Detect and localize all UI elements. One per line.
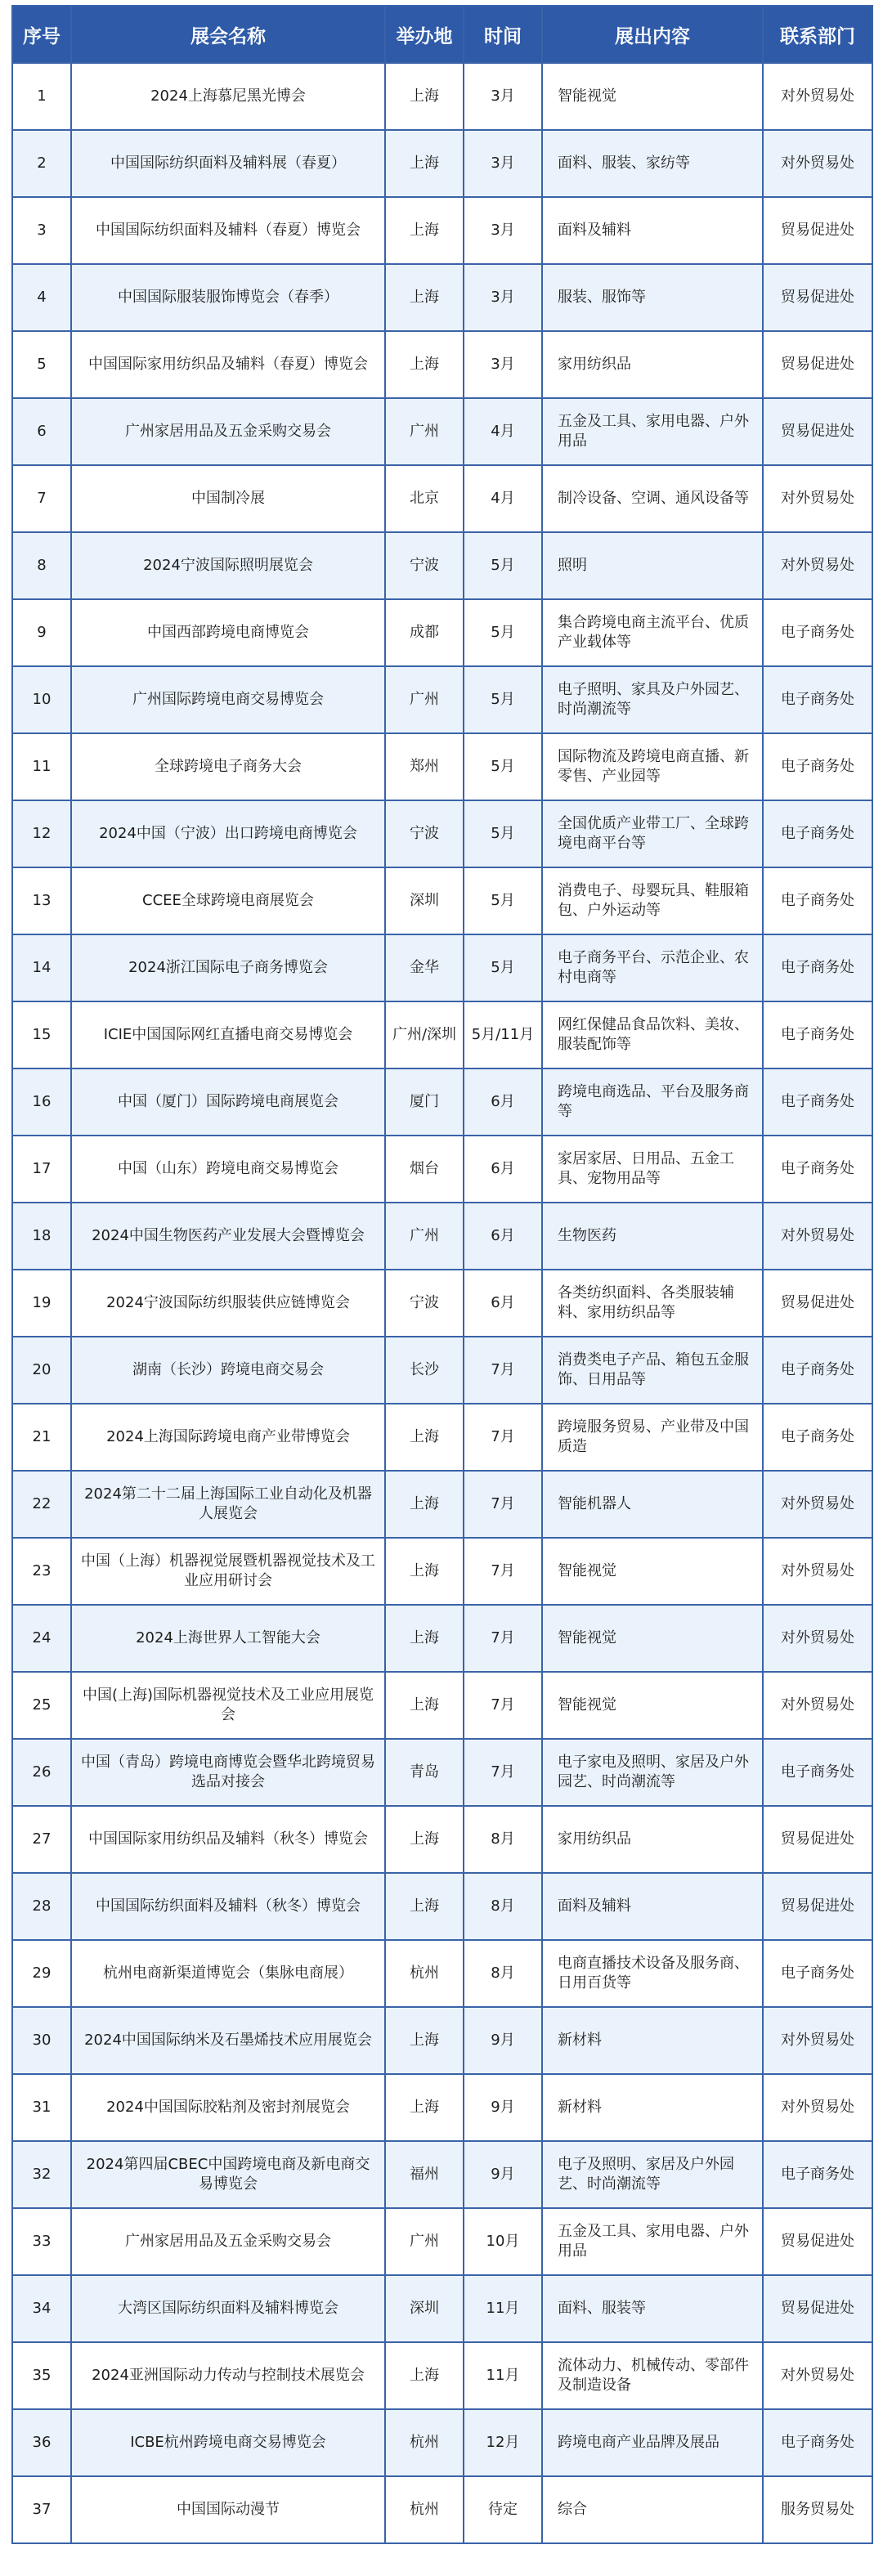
- table-row: [12, 197, 872, 264]
- cell-time: 6月: [464, 1136, 542, 1203]
- cell-exhibition-name: 中国国际纺织面料及辅料（春夏）博览会: [71, 197, 385, 264]
- cell-no: 8: [12, 532, 71, 599]
- cell-no: 15: [12, 1001, 71, 1068]
- cell-department: 电子商务处: [763, 666, 872, 733]
- cell-city: 杭州: [385, 2409, 464, 2476]
- cell-no: 32: [12, 2141, 71, 2208]
- cell-content: 综合: [542, 2476, 763, 2543]
- cell-exhibition-name: 中国国际家用纺织品及辅料（秋冬）博览会: [71, 1806, 385, 1873]
- cell-content: 面料及辅料: [542, 1873, 763, 1940]
- cell-department: 电子商务处: [763, 733, 872, 800]
- cell-no: 1: [12, 63, 71, 130]
- cell-exhibition-name: 2024中国国际纳米及石墨烯技术应用展览会: [71, 2007, 385, 2074]
- cell-no: 25: [12, 1672, 71, 1739]
- cell-time: 5月: [464, 934, 542, 1001]
- cell-city: 福州: [385, 2141, 464, 2208]
- cell-content: 面料及辅料: [542, 197, 763, 264]
- table-row: [12, 1203, 872, 1270]
- cell-city: 郑州: [385, 733, 464, 800]
- cell-city: 上海: [385, 2342, 464, 2409]
- cell-no: 12: [12, 800, 71, 867]
- cell-department: 贸易促进处: [763, 264, 872, 331]
- cell-content: 电商直播技术设备及服务商、日用百货等: [542, 1940, 763, 2007]
- cell-city: 上海: [385, 130, 464, 197]
- cell-content: 网红保健品食品饮料、美妆、服装配饰等: [542, 1001, 763, 1068]
- cell-city: 青岛: [385, 1739, 464, 1806]
- cell-city: 广州: [385, 398, 464, 465]
- cell-exhibition-name: 湖南（长沙）跨境电商交易会: [71, 1337, 385, 1404]
- cell-content: 服装、服饰等: [542, 264, 763, 331]
- table-row: [12, 934, 872, 1001]
- cell-exhibition-name: 中国(上海)国际机器视觉技术及工业应用展览会: [71, 1672, 385, 1739]
- cell-city: 广州: [385, 1203, 464, 1270]
- table-row: [12, 264, 872, 331]
- cell-time: 5月: [464, 532, 542, 599]
- cell-content: 制冷设备、空调、通风设备等: [542, 465, 763, 532]
- cell-department: 贸易促进处: [763, 2208, 872, 2275]
- table-row: [12, 2074, 872, 2141]
- cell-time: 5月: [464, 800, 542, 867]
- cell-time: 5月/11月: [464, 1001, 542, 1068]
- cell-department: 对外贸易处: [763, 2007, 872, 2074]
- cell-no: 27: [12, 1806, 71, 1873]
- cell-city: 上海: [385, 331, 464, 398]
- cell-time: 7月: [464, 1739, 542, 1806]
- cell-exhibition-name: 中国国际纺织面料及辅料（秋冬）博览会: [71, 1873, 385, 1940]
- cell-department: 对外贸易处: [763, 2074, 872, 2141]
- header-no: 序号: [12, 6, 71, 63]
- cell-city: 宁波: [385, 1270, 464, 1337]
- cell-department: 电子商务处: [763, 2141, 872, 2208]
- cell-no: 30: [12, 2007, 71, 2074]
- cell-time: 3月: [464, 264, 542, 331]
- cell-exhibition-name: 2024宁波国际纺织服装供应链博览会: [71, 1270, 385, 1337]
- cell-department: 贸易促进处: [763, 2275, 872, 2342]
- cell-exhibition-name: 2024第二十二届上海国际工业自动化及机器人展览会: [71, 1471, 385, 1538]
- cell-department: 贸易促进处: [763, 1873, 872, 1940]
- cell-department: 电子商务处: [763, 1068, 872, 1136]
- cell-city: 宁波: [385, 800, 464, 867]
- cell-time: 7月: [464, 1337, 542, 1404]
- cell-city: 上海: [385, 1605, 464, 1672]
- table-row: [12, 1404, 872, 1471]
- exhibition-table: [11, 5, 873, 2544]
- cell-no: 33: [12, 2208, 71, 2275]
- cell-city: 上海: [385, 1471, 464, 1538]
- cell-no: 24: [12, 1605, 71, 1672]
- cell-department: 对外贸易处: [763, 1605, 872, 1672]
- cell-city: 上海: [385, 1672, 464, 1739]
- header-time: 时间: [464, 6, 542, 63]
- cell-content: 生物医药: [542, 1203, 763, 1270]
- cell-city: 上海: [385, 1538, 464, 1605]
- cell-no: 28: [12, 1873, 71, 1940]
- cell-exhibition-name: 2024亚洲国际动力传动与控制技术展览会: [71, 2342, 385, 2409]
- cell-content: 消费类电子产品、箱包五金服饰、日用品等: [542, 1337, 763, 1404]
- cell-department: 对外贸易处: [763, 465, 872, 532]
- cell-no: 11: [12, 733, 71, 800]
- cell-city: 上海: [385, 2074, 464, 2141]
- cell-department: 对外贸易处: [763, 1471, 872, 1538]
- table-row: [12, 1605, 872, 1672]
- cell-department: 电子商务处: [763, 599, 872, 666]
- cell-exhibition-name: 2024上海世界人工智能大会: [71, 1605, 385, 1672]
- cell-content: 电子及照明、家居及户外园艺、时尚潮流等: [542, 2141, 763, 2208]
- cell-time: 3月: [464, 63, 542, 130]
- cell-time: 6月: [464, 1203, 542, 1270]
- cell-exhibition-name: 2024中国生物医药产业发展大会暨博览会: [71, 1203, 385, 1270]
- cell-department: 对外贸易处: [763, 63, 872, 130]
- cell-exhibition-name: 中国国际动漫节: [71, 2476, 385, 2543]
- cell-city: 烟台: [385, 1136, 464, 1203]
- table-row: [12, 1739, 872, 1806]
- cell-department: 贸易促进处: [763, 1806, 872, 1873]
- cell-department: 电子商务处: [763, 934, 872, 1001]
- cell-time: 3月: [464, 331, 542, 398]
- table-row: [12, 1270, 872, 1337]
- cell-exhibition-name: 中国（上海）机器视觉展暨机器视觉技术及工业应用研讨会: [71, 1538, 385, 1605]
- table-row: [12, 2141, 872, 2208]
- table-row: [12, 1001, 872, 1068]
- cell-city: 长沙: [385, 1337, 464, 1404]
- cell-content: 五金及工具、家用电器、户外用品: [542, 398, 763, 465]
- cell-department: 对外贸易处: [763, 2342, 872, 2409]
- cell-content: 智能视觉: [542, 1672, 763, 1739]
- table-row: [12, 2342, 872, 2409]
- cell-no: 7: [12, 465, 71, 532]
- cell-content: 新材料: [542, 2074, 763, 2141]
- cell-time: 3月: [464, 197, 542, 264]
- cell-no: 23: [12, 1538, 71, 1605]
- cell-department: 贸易促进处: [763, 398, 872, 465]
- cell-content: 国际物流及跨境电商直播、新零售、产业园等: [542, 733, 763, 800]
- cell-time: 5月: [464, 599, 542, 666]
- cell-time: 4月: [464, 398, 542, 465]
- header-city: 举办地: [385, 6, 464, 63]
- cell-exhibition-name: 大湾区国际纺织面料及辅料博览会: [71, 2275, 385, 2342]
- cell-department: 电子商务处: [763, 1940, 872, 2007]
- cell-time: 7月: [464, 1404, 542, 1471]
- cell-content: 电子商务平台、示范企业、农村电商等: [542, 934, 763, 1001]
- cell-no: 22: [12, 1471, 71, 1538]
- cell-time: 11月: [464, 2342, 542, 2409]
- cell-no: 13: [12, 867, 71, 934]
- cell-city: 杭州: [385, 1940, 464, 2007]
- cell-content: 智能视觉: [542, 63, 763, 130]
- cell-department: 贸易促进处: [763, 197, 872, 264]
- cell-city: 广州: [385, 2208, 464, 2275]
- cell-time: 待定: [464, 2476, 542, 2543]
- table-row: [12, 2208, 872, 2275]
- table-row: [12, 532, 872, 599]
- header-name: 展会名称: [71, 6, 385, 63]
- table-body: [12, 63, 872, 2543]
- cell-department: 电子商务处: [763, 1001, 872, 1068]
- cell-department: 电子商务处: [763, 1739, 872, 1806]
- cell-content: 家居家居、日用品、五金工具、宠物用品等: [542, 1136, 763, 1203]
- cell-time: 9月: [464, 2074, 542, 2141]
- cell-department: 电子商务处: [763, 800, 872, 867]
- cell-time: 7月: [464, 1672, 542, 1739]
- cell-no: 37: [12, 2476, 71, 2543]
- cell-no: 36: [12, 2409, 71, 2476]
- table-row: [12, 1873, 872, 1940]
- table-row: [12, 1538, 872, 1605]
- table-row: [12, 1672, 872, 1739]
- cell-no: 9: [12, 599, 71, 666]
- table-row: [12, 1806, 872, 1873]
- cell-city: 上海: [385, 1873, 464, 1940]
- cell-content: 集合跨境电商主流平台、优质产业载体等: [542, 599, 763, 666]
- cell-department: 电子商务处: [763, 1136, 872, 1203]
- table-row: [12, 867, 872, 934]
- cell-time: 8月: [464, 1940, 542, 2007]
- cell-exhibition-name: ICIE中国国际网红直播电商交易博览会: [71, 1001, 385, 1068]
- cell-no: 21: [12, 1404, 71, 1471]
- cell-content: 五金及工具、家用电器、户外用品: [542, 2208, 763, 2275]
- cell-no: 3: [12, 197, 71, 264]
- cell-no: 29: [12, 1940, 71, 2007]
- cell-department: 电子商务处: [763, 867, 872, 934]
- cell-exhibition-name: 2024宁波国际照明展览会: [71, 532, 385, 599]
- table-row: [12, 599, 872, 666]
- cell-content: 面料、服装等: [542, 2275, 763, 2342]
- table-row: [12, 2409, 872, 2476]
- cell-no: 26: [12, 1739, 71, 1806]
- cell-time: 6月: [464, 1068, 542, 1136]
- table-row: [12, 63, 872, 130]
- cell-exhibition-name: 广州家居用品及五金采购交易会: [71, 2208, 385, 2275]
- cell-department: 电子商务处: [763, 2409, 872, 2476]
- cell-exhibition-name: 2024中国国际胶粘剂及密封剂展览会: [71, 2074, 385, 2141]
- cell-exhibition-name: 2024浙江国际电子商务博览会: [71, 934, 385, 1001]
- cell-time: 7月: [464, 1605, 542, 1672]
- cell-city: 广州/深圳: [385, 1001, 464, 1068]
- cell-city: 上海: [385, 1806, 464, 1873]
- cell-exhibition-name: 2024上海慕尼黑光博会: [71, 63, 385, 130]
- cell-city: 深圳: [385, 2275, 464, 2342]
- cell-city: 厦门: [385, 1068, 464, 1136]
- cell-exhibition-name: 2024中国（宁波）出口跨境电商博览会: [71, 800, 385, 867]
- header-dept: 联系部门: [763, 6, 872, 63]
- cell-city: 上海: [385, 1404, 464, 1471]
- cell-department: 电子商务处: [763, 1404, 872, 1471]
- cell-time: 11月: [464, 2275, 542, 2342]
- cell-exhibition-name: 中国西部跨境电商博览会: [71, 599, 385, 666]
- cell-time: 10月: [464, 2208, 542, 2275]
- cell-city: 上海: [385, 264, 464, 331]
- cell-time: 4月: [464, 465, 542, 532]
- cell-exhibition-name: ICBE杭州跨境电商交易博览会: [71, 2409, 385, 2476]
- header-content: 展出内容: [542, 6, 763, 63]
- cell-exhibition-name: 2024上海国际跨境电商产业带博览会: [71, 1404, 385, 1471]
- table-row: [12, 2007, 872, 2074]
- table-row: [12, 1337, 872, 1404]
- cell-no: 14: [12, 934, 71, 1001]
- cell-no: 16: [12, 1068, 71, 1136]
- cell-exhibition-name: 全球跨境电子商务大会: [71, 733, 385, 800]
- table-row: [12, 465, 872, 532]
- cell-no: 17: [12, 1136, 71, 1203]
- cell-time: 5月: [464, 867, 542, 934]
- exhibition-table-container: [11, 5, 872, 2544]
- cell-department: 服务贸易处: [763, 2476, 872, 2543]
- cell-department: 电子商务处: [763, 1337, 872, 1404]
- table-row: [12, 1940, 872, 2007]
- cell-content: 新材料: [542, 2007, 763, 2074]
- table-row: [12, 2275, 872, 2342]
- table-row: [12, 398, 872, 465]
- cell-content: 电子家电及照明、家居及户外园艺、时尚潮流等: [542, 1739, 763, 1806]
- cell-no: 31: [12, 2074, 71, 2141]
- cell-time: 9月: [464, 2141, 542, 2208]
- table-row: [12, 800, 872, 867]
- cell-city: 金华: [385, 934, 464, 1001]
- cell-exhibition-name: 中国国际服装服饰博览会（春季）: [71, 264, 385, 331]
- cell-content: 跨境电商选品、平台及服务商等: [542, 1068, 763, 1136]
- cell-department: 对外贸易处: [763, 1538, 872, 1605]
- table-row: [12, 733, 872, 800]
- table-row: [12, 2476, 872, 2543]
- cell-department: 贸易促进处: [763, 1270, 872, 1337]
- cell-city: 北京: [385, 465, 464, 532]
- cell-content: 各类纺织面料、各类服装辅料、家用纺织品等: [542, 1270, 763, 1337]
- cell-content: 智能机器人: [542, 1471, 763, 1538]
- cell-city: 上海: [385, 63, 464, 130]
- cell-city: 深圳: [385, 867, 464, 934]
- cell-content: 照明: [542, 532, 763, 599]
- cell-content: 智能视觉: [542, 1538, 763, 1605]
- cell-time: 7月: [464, 1471, 542, 1538]
- cell-time: 5月: [464, 733, 542, 800]
- cell-time: 3月: [464, 130, 542, 197]
- table-row: [12, 1068, 872, 1136]
- cell-no: 20: [12, 1337, 71, 1404]
- cell-no: 10: [12, 666, 71, 733]
- cell-department: 对外贸易处: [763, 1203, 872, 1270]
- cell-time: 6月: [464, 1270, 542, 1337]
- cell-no: 5: [12, 331, 71, 398]
- table-row: [12, 1471, 872, 1538]
- cell-time: 12月: [464, 2409, 542, 2476]
- cell-city: 杭州: [385, 2476, 464, 2543]
- cell-time: 8月: [464, 1806, 542, 1873]
- cell-exhibition-name: 中国制冷展: [71, 465, 385, 532]
- cell-department: 对外贸易处: [763, 1672, 872, 1739]
- cell-content: 跨境服务贸易、产业带及中国质造: [542, 1404, 763, 1471]
- cell-city: 成都: [385, 599, 464, 666]
- cell-exhibition-name: 中国国际纺织面料及辅料展（春夏）: [71, 130, 385, 197]
- cell-content: 家用纺织品: [542, 331, 763, 398]
- cell-city: 上海: [385, 197, 464, 264]
- cell-content: 家用纺织品: [542, 1806, 763, 1873]
- cell-time: 9月: [464, 2007, 542, 2074]
- cell-no: 19: [12, 1270, 71, 1337]
- cell-time: 7月: [464, 1538, 542, 1605]
- cell-no: 4: [12, 264, 71, 331]
- cell-content: 流体动力、机械传动、零部件及制造设备: [542, 2342, 763, 2409]
- cell-exhibition-name: 2024第四届CBEC中国跨境电商及新电商交易博览会: [71, 2141, 385, 2208]
- cell-city: 上海: [385, 2007, 464, 2074]
- table-row: [12, 666, 872, 733]
- cell-content: 面料、服装、家纺等: [542, 130, 763, 197]
- cell-department: 对外贸易处: [763, 532, 872, 599]
- cell-no: 18: [12, 1203, 71, 1270]
- table-row: [12, 1136, 872, 1203]
- cell-content: 电子照明、家具及户外园艺、时尚潮流等: [542, 666, 763, 733]
- cell-content: 全国优质产业带工厂、全球跨境电商平台等: [542, 800, 763, 867]
- cell-time: 8月: [464, 1873, 542, 1940]
- table-row: [12, 331, 872, 398]
- cell-exhibition-name: 广州国际跨境电商交易博览会: [71, 666, 385, 733]
- cell-exhibition-name: 中国国际家用纺织品及辅料（春夏）博览会: [71, 331, 385, 398]
- cell-exhibition-name: 杭州电商新渠道博览会（集脉电商展）: [71, 1940, 385, 2007]
- cell-content: 智能视觉: [542, 1605, 763, 1672]
- cell-no: 35: [12, 2342, 71, 2409]
- cell-content: 跨境电商产业品牌及展品: [542, 2409, 763, 2476]
- cell-exhibition-name: 广州家居用品及五金采购交易会: [71, 398, 385, 465]
- cell-city: 广州: [385, 666, 464, 733]
- cell-department: 贸易促进处: [763, 331, 872, 398]
- cell-exhibition-name: 中国（厦门）国际跨境电商展览会: [71, 1068, 385, 1136]
- cell-exhibition-name: CCEE全球跨境电商展览会: [71, 867, 385, 934]
- cell-content: 消费电子、母婴玩具、鞋服箱包、户外运动等: [542, 867, 763, 934]
- cell-exhibition-name: 中国（山东）跨境电商交易博览会: [71, 1136, 385, 1203]
- cell-department: 对外贸易处: [763, 130, 872, 197]
- table-header-row: [12, 6, 872, 63]
- cell-no: 6: [12, 398, 71, 465]
- table-row: [12, 130, 872, 197]
- cell-time: 5月: [464, 666, 542, 733]
- cell-no: 2: [12, 130, 71, 197]
- cell-exhibition-name: 中国（青岛）跨境电商博览会暨华北跨境贸易选品对接会: [71, 1739, 385, 1806]
- cell-city: 宁波: [385, 532, 464, 599]
- cell-no: 34: [12, 2275, 71, 2342]
